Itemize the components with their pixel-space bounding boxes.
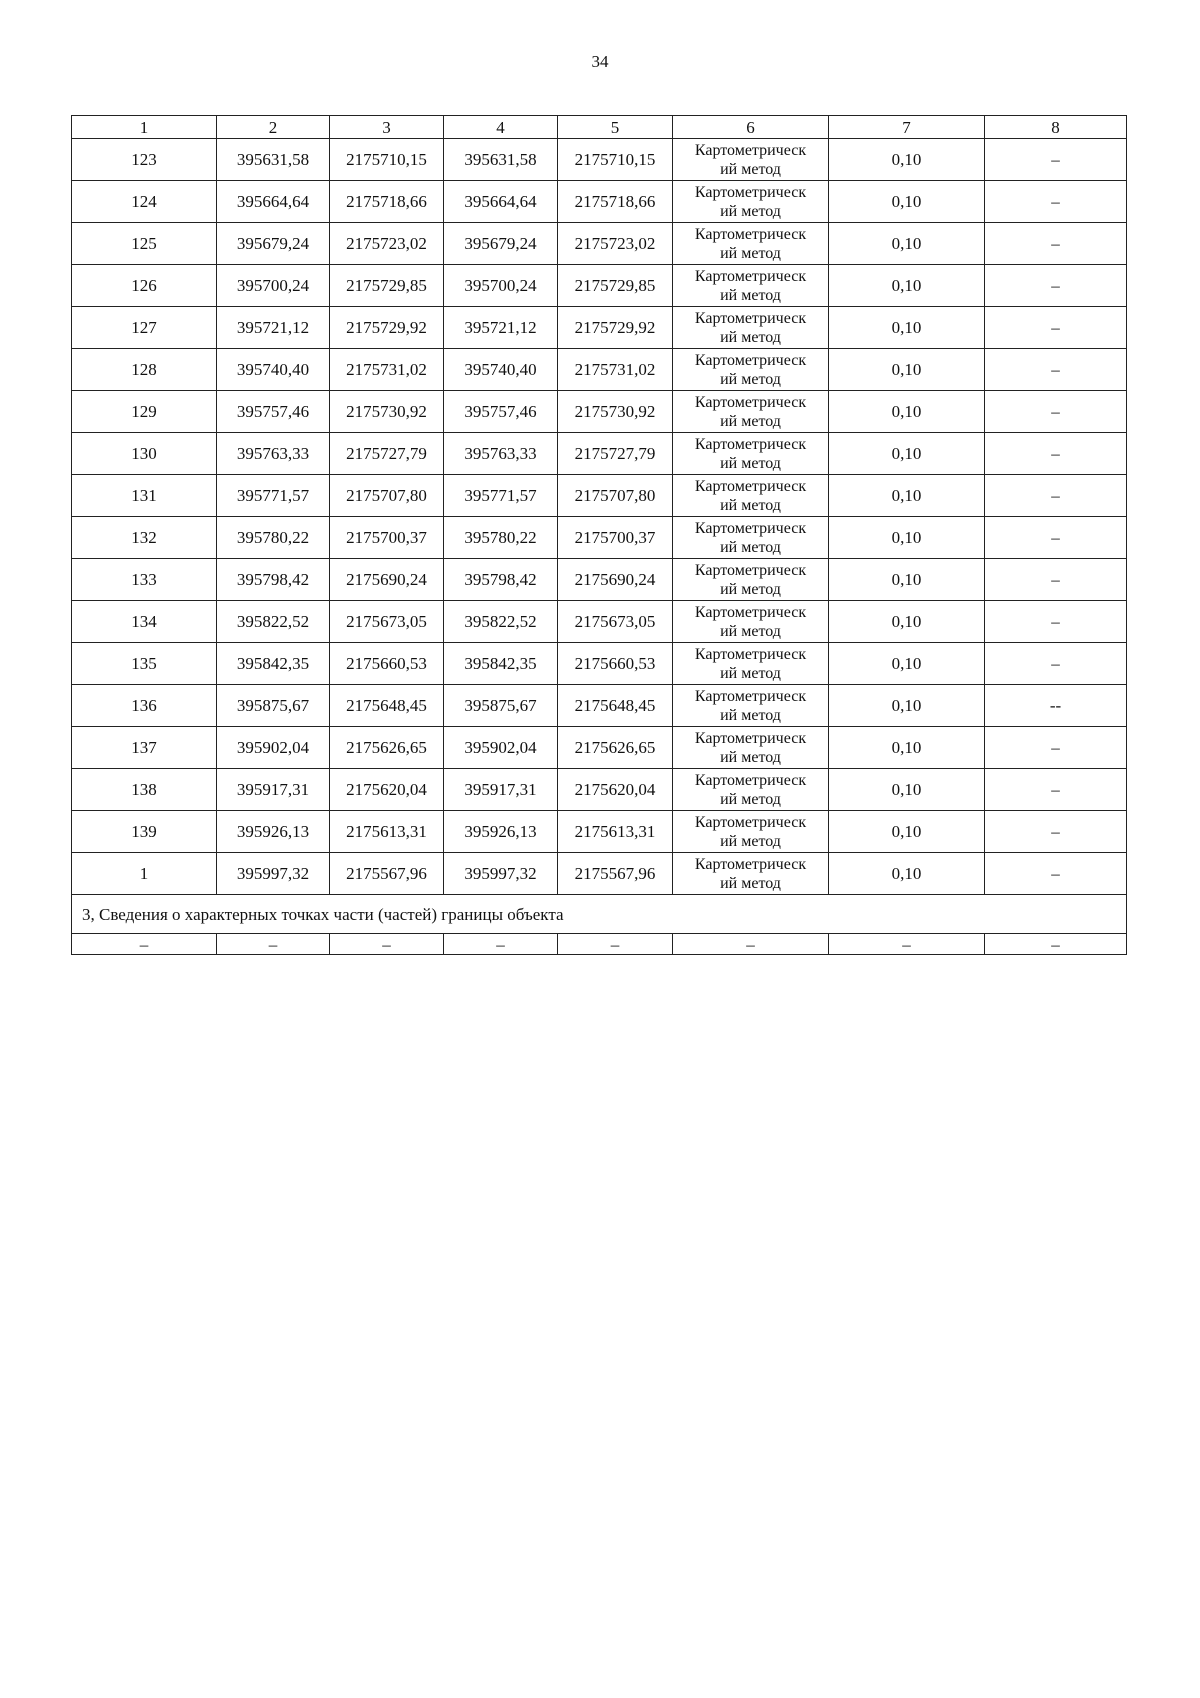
table-cell: – bbox=[985, 391, 1127, 433]
table-cell: – bbox=[985, 811, 1127, 853]
table-cell: 0,10 bbox=[829, 811, 985, 853]
table-cell: 0,10 bbox=[829, 433, 985, 475]
table-cell: 2175729,85 bbox=[558, 265, 673, 307]
table-cell: 0,10 bbox=[829, 307, 985, 349]
table-cell: 2175730,92 bbox=[330, 391, 444, 433]
table-cell: 2175620,04 bbox=[330, 769, 444, 811]
table-row bbox=[72, 727, 1127, 769]
table-cell: 2175727,79 bbox=[558, 433, 673, 475]
table-cell: Картометрическ ий метод bbox=[673, 181, 829, 223]
table-row bbox=[72, 769, 1127, 811]
table-cell: Картометрическ ий метод bbox=[673, 139, 829, 181]
table-cell: – bbox=[985, 475, 1127, 517]
table-cell: 2175700,37 bbox=[558, 517, 673, 559]
table-cell: 2175730,92 bbox=[558, 391, 673, 433]
table-cell: 395902,04 bbox=[444, 727, 558, 769]
table-cell: Картометрическ ий метод bbox=[673, 769, 829, 811]
column-number-header: 1 bbox=[72, 116, 217, 139]
table-row bbox=[72, 601, 1127, 643]
table-cell: Картометрическ ий метод bbox=[673, 685, 829, 727]
table-cell: 2175648,45 bbox=[330, 685, 444, 727]
table-cell: 395700,24 bbox=[217, 265, 330, 307]
table-cell: Картометрическ ий метод bbox=[673, 601, 829, 643]
table-cell: – bbox=[217, 934, 330, 955]
table-cell: 395822,52 bbox=[217, 601, 330, 643]
table-row bbox=[72, 811, 1127, 853]
table-cell: 395740,40 bbox=[444, 349, 558, 391]
table-cell: 395926,13 bbox=[217, 811, 330, 853]
table-cell: 126 bbox=[72, 265, 217, 307]
table-cell: 2175660,53 bbox=[330, 643, 444, 685]
table-cell: 2175660,53 bbox=[558, 643, 673, 685]
table-cell: 0,10 bbox=[829, 391, 985, 433]
table-cell: – bbox=[330, 934, 444, 955]
table-cell: 0,10 bbox=[829, 769, 985, 811]
table-row bbox=[72, 517, 1127, 559]
column-number-header: 2 bbox=[217, 116, 330, 139]
table-row bbox=[72, 643, 1127, 685]
table-cell: 123 bbox=[72, 139, 217, 181]
table-cell: 2175707,80 bbox=[558, 475, 673, 517]
table-cell: 395631,58 bbox=[217, 139, 330, 181]
table-cell: 2175673,05 bbox=[330, 601, 444, 643]
table-cell: 395875,67 bbox=[444, 685, 558, 727]
table-cell: 395842,35 bbox=[217, 643, 330, 685]
table-cell: Картометрическ ий метод bbox=[673, 727, 829, 769]
table-cell: – bbox=[985, 433, 1127, 475]
table-cell: 0,10 bbox=[829, 265, 985, 307]
table-cell: 2175723,02 bbox=[558, 223, 673, 265]
table-cell: 395997,32 bbox=[444, 853, 558, 895]
column-number-header: 8 bbox=[985, 116, 1127, 139]
table-row bbox=[72, 139, 1127, 181]
table-row bbox=[72, 391, 1127, 433]
column-number-header: 5 bbox=[558, 116, 673, 139]
column-number-header: 3 bbox=[330, 116, 444, 139]
table-row bbox=[72, 307, 1127, 349]
table-cell: 2175727,79 bbox=[330, 433, 444, 475]
table-row bbox=[72, 181, 1127, 223]
table-cell: 137 bbox=[72, 727, 217, 769]
table-cell: 395875,67 bbox=[217, 685, 330, 727]
table-cell: 395798,42 bbox=[444, 559, 558, 601]
table-cell: 395757,46 bbox=[444, 391, 558, 433]
table-cell: 2175613,31 bbox=[330, 811, 444, 853]
table-cell: Картометрическ ий метод bbox=[673, 223, 829, 265]
table-cell: 2175690,24 bbox=[330, 559, 444, 601]
table-cell: 0,10 bbox=[829, 181, 985, 223]
table-cell: 2175710,15 bbox=[330, 139, 444, 181]
table-cell: – bbox=[985, 181, 1127, 223]
column-number-header: 4 bbox=[444, 116, 558, 139]
table-cell: 2175648,45 bbox=[558, 685, 673, 727]
table-cell: 395631,58 bbox=[444, 139, 558, 181]
table-cell: 395917,31 bbox=[444, 769, 558, 811]
table-cell: 395902,04 bbox=[217, 727, 330, 769]
table-cell: – bbox=[673, 934, 829, 955]
table-cell: – bbox=[444, 934, 558, 955]
table-cell: 395798,42 bbox=[217, 559, 330, 601]
table-cell: 127 bbox=[72, 307, 217, 349]
table-cell: 134 bbox=[72, 601, 217, 643]
table-cell: 395771,57 bbox=[444, 475, 558, 517]
table-cell: 133 bbox=[72, 559, 217, 601]
table-cell: 128 bbox=[72, 349, 217, 391]
table-cell: 2175626,65 bbox=[558, 727, 673, 769]
table-cell: 395771,57 bbox=[217, 475, 330, 517]
table-cell: 2175729,85 bbox=[330, 265, 444, 307]
table-cell: 395700,24 bbox=[444, 265, 558, 307]
table-cell: – bbox=[985, 853, 1127, 895]
table-cell: 1 bbox=[72, 853, 217, 895]
table-cell: 135 bbox=[72, 643, 217, 685]
table-cell: 395740,40 bbox=[217, 349, 330, 391]
table-cell: 395721,12 bbox=[444, 307, 558, 349]
coordinates-table bbox=[71, 115, 1127, 955]
table-cell: – bbox=[558, 934, 673, 955]
table-cell: – bbox=[985, 517, 1127, 559]
table-cell: 131 bbox=[72, 475, 217, 517]
table-cell: 0,10 bbox=[829, 601, 985, 643]
table-cell: 395842,35 bbox=[444, 643, 558, 685]
table-cell: 130 bbox=[72, 433, 217, 475]
table-cell: – bbox=[985, 223, 1127, 265]
table-cell: 395679,24 bbox=[444, 223, 558, 265]
table-cell: 2175626,65 bbox=[330, 727, 444, 769]
table-cell: 0,10 bbox=[829, 475, 985, 517]
table-cell: 2175718,66 bbox=[330, 181, 444, 223]
section-title: 3, Сведения о характерных точках части (частей) границы объекта bbox=[72, 895, 1127, 934]
table-cell: 2175700,37 bbox=[330, 517, 444, 559]
table-cell: Картометрическ ий метод bbox=[673, 559, 829, 601]
table-cell: 2175613,31 bbox=[558, 811, 673, 853]
table-cell: 395679,24 bbox=[217, 223, 330, 265]
table-cell: 2175620,04 bbox=[558, 769, 673, 811]
table-cell: 2175723,02 bbox=[330, 223, 444, 265]
table-cell: Картометрическ ий метод bbox=[673, 265, 829, 307]
table-row bbox=[72, 853, 1127, 895]
table-cell: 129 bbox=[72, 391, 217, 433]
table-cell: 395780,22 bbox=[444, 517, 558, 559]
table-cell: – bbox=[985, 769, 1127, 811]
table-cell: 2175567,96 bbox=[558, 853, 673, 895]
table-cell: Картометрическ ий метод bbox=[673, 517, 829, 559]
table-cell: Картометрическ ий метод bbox=[673, 391, 829, 433]
table-row bbox=[72, 349, 1127, 391]
table-cell: 395721,12 bbox=[217, 307, 330, 349]
table-cell: – bbox=[72, 934, 217, 955]
table-cell: 2175729,92 bbox=[330, 307, 444, 349]
table-cell: 395757,46 bbox=[217, 391, 330, 433]
table-cell: 2175567,96 bbox=[330, 853, 444, 895]
table-cell: 395763,33 bbox=[444, 433, 558, 475]
column-number-header: 7 bbox=[829, 116, 985, 139]
table-cell: 395664,64 bbox=[444, 181, 558, 223]
table-cell: – bbox=[985, 727, 1127, 769]
table-cell: – bbox=[985, 643, 1127, 685]
empty-points-row bbox=[72, 934, 1127, 955]
table-cell: Картометрическ ий метод bbox=[673, 307, 829, 349]
table-cell: -- bbox=[985, 685, 1127, 727]
table-cell: 125 bbox=[72, 223, 217, 265]
table-cell: 395917,31 bbox=[217, 769, 330, 811]
table-cell: 2175690,24 bbox=[558, 559, 673, 601]
table-cell: 138 bbox=[72, 769, 217, 811]
table-cell: 2175718,66 bbox=[558, 181, 673, 223]
table-cell: 395926,13 bbox=[444, 811, 558, 853]
table-cell: 2175731,02 bbox=[330, 349, 444, 391]
table-cell: – bbox=[829, 934, 985, 955]
table-cell: 395997,32 bbox=[217, 853, 330, 895]
table-cell: 0,10 bbox=[829, 643, 985, 685]
table-header-row bbox=[72, 116, 1127, 139]
table-row bbox=[72, 433, 1127, 475]
table-cell: 395780,22 bbox=[217, 517, 330, 559]
table-cell: – bbox=[985, 307, 1127, 349]
table-cell: – bbox=[985, 349, 1127, 391]
table-cell: 0,10 bbox=[829, 223, 985, 265]
table-cell: Картометрическ ий метод bbox=[673, 643, 829, 685]
table-row bbox=[72, 685, 1127, 727]
table-cell: Картометрическ ий метод bbox=[673, 433, 829, 475]
table-cell: 2175729,92 bbox=[558, 307, 673, 349]
table-cell: – bbox=[985, 559, 1127, 601]
table-cell: 0,10 bbox=[829, 853, 985, 895]
table-row bbox=[72, 265, 1127, 307]
table-cell: 0,10 bbox=[829, 685, 985, 727]
table-cell: 395822,52 bbox=[444, 601, 558, 643]
table-row bbox=[72, 223, 1127, 265]
table-cell: 2175707,80 bbox=[330, 475, 444, 517]
table-cell: 124 bbox=[72, 181, 217, 223]
table-cell: 0,10 bbox=[829, 139, 985, 181]
table-cell: 0,10 bbox=[829, 349, 985, 391]
table-row bbox=[72, 475, 1127, 517]
table-cell: – bbox=[985, 265, 1127, 307]
table-cell: 139 bbox=[72, 811, 217, 853]
table-cell: – bbox=[985, 934, 1127, 955]
table-cell: Картометрическ ий метод bbox=[673, 349, 829, 391]
table-cell: – bbox=[985, 601, 1127, 643]
table-cell: 2175731,02 bbox=[558, 349, 673, 391]
table-cell: 0,10 bbox=[829, 727, 985, 769]
table-cell: 0,10 bbox=[829, 517, 985, 559]
table-cell: Картометрическ ий метод bbox=[673, 853, 829, 895]
table-cell: 136 bbox=[72, 685, 217, 727]
section-heading-row bbox=[72, 895, 1127, 934]
table-cell: Картометрическ ий метод bbox=[673, 475, 829, 517]
table-row bbox=[72, 559, 1127, 601]
table-cell: 132 bbox=[72, 517, 217, 559]
column-number-header: 6 bbox=[673, 116, 829, 139]
table-cell: 0,10 bbox=[829, 559, 985, 601]
table-cell: 395763,33 bbox=[217, 433, 330, 475]
table-cell: – bbox=[985, 139, 1127, 181]
table-cell: 2175710,15 bbox=[558, 139, 673, 181]
table-cell: Картометрическ ий метод bbox=[673, 811, 829, 853]
page-number: 34 bbox=[591, 52, 609, 71]
table-cell: 395664,64 bbox=[217, 181, 330, 223]
table-cell: 2175673,05 bbox=[558, 601, 673, 643]
